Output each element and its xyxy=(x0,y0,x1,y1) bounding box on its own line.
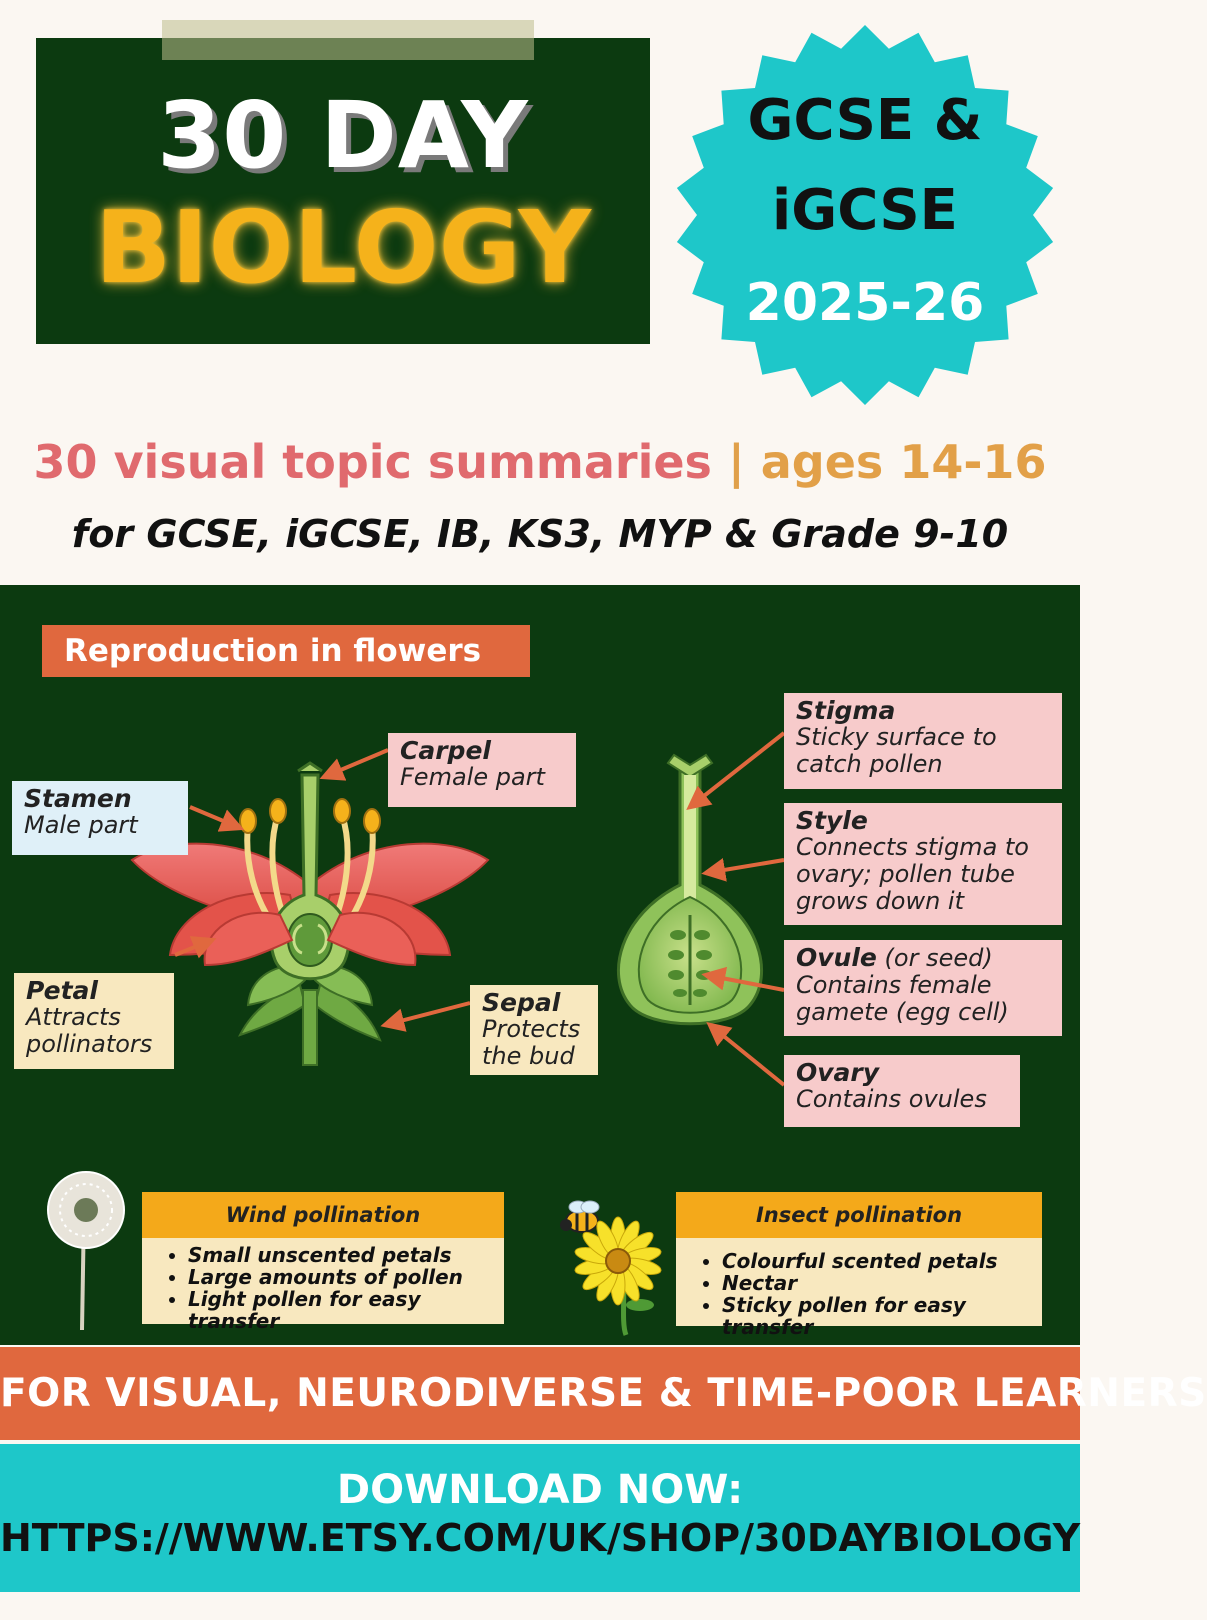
label-stigma-desc-2: catch pollen xyxy=(796,750,943,778)
wind-pollination-title: Wind pollination xyxy=(142,1192,504,1238)
label-petal-desc-1: Attracts xyxy=(26,1003,121,1031)
list-item: • Colourful scented petals xyxy=(722,1250,1034,1272)
label-stamen-desc: Male part xyxy=(24,811,138,839)
audience-banner-text: FOR VISUAL, NEURODIVERSE & TIME-POOR LEARNERS xyxy=(0,1371,1207,1416)
bee-icon xyxy=(560,1201,599,1232)
label-ovary-desc: Contains ovules xyxy=(796,1085,987,1113)
download-link[interactable]: HTTPS://WWW.ETSY.COM/UK/SHOP/30DAYBIOLOGY xyxy=(0,1516,1081,1560)
badge-line-3: 2025-26 xyxy=(745,273,985,333)
label-petal xyxy=(14,973,174,1069)
label-style-desc-1: Connects stigma to xyxy=(796,833,1029,861)
subtitle-curricula: for GCSE, iGCSE, IB, KS3, MYP & Grade 9-10 xyxy=(71,512,1009,556)
label-petal-desc-2: pollinators xyxy=(26,1030,153,1058)
dandelion-icon xyxy=(48,1172,124,1330)
label-ovule-note: (or seed) xyxy=(884,944,993,972)
label-ovule-title: Ovule xyxy=(796,943,877,972)
list-item: • Light pollen for easy transfer xyxy=(188,1288,496,1332)
list-item: • Small unscented petals xyxy=(188,1244,496,1266)
download-label: DOWNLOAD NOW: xyxy=(336,1467,744,1513)
label-ovary xyxy=(784,1055,1020,1127)
insect-pollination-list xyxy=(676,1238,1042,1339)
subtitle-separator: | xyxy=(727,435,745,489)
label-stamen-title: Stamen xyxy=(24,784,132,813)
tape-strip xyxy=(162,20,534,60)
title-line-1: 30 DAY xyxy=(157,82,529,189)
section-title: Reproduction in flowers xyxy=(42,625,530,677)
label-stigma xyxy=(784,693,1062,789)
label-stigma-desc-1: Sticky surface to xyxy=(796,723,997,751)
wind-pollination-list xyxy=(142,1238,504,1333)
label-ovary-title: Ovary xyxy=(796,1058,880,1087)
subtitle-ages: ages 14-16 xyxy=(760,435,1047,489)
label-style-desc-2: ovary; pollen tube xyxy=(796,860,1015,888)
label-sepal-title: Sepal xyxy=(482,988,561,1017)
label-carpel-title: Carpel xyxy=(400,736,491,765)
label-style xyxy=(784,803,1062,925)
label-sepal xyxy=(470,985,598,1075)
label-carpel xyxy=(388,733,576,807)
list-item: • Nectar xyxy=(722,1272,1034,1294)
subtitle-summaries: 30 visual topic summaries xyxy=(33,435,712,489)
insect-pollination-title: Insect pollination xyxy=(676,1192,1042,1238)
label-stigma-title: Stigma xyxy=(796,696,896,725)
subtitle xyxy=(0,432,1080,492)
label-ovule xyxy=(784,940,1062,1036)
label-style-desc-3: grows down it xyxy=(796,887,965,915)
label-sepal-desc-1: Protects xyxy=(482,1015,581,1043)
label-ovule-desc-1: Contains female xyxy=(796,971,992,999)
label-petal-title: Petal xyxy=(26,976,98,1005)
label-style-title: Style xyxy=(796,806,868,835)
badge-line-2: iGCSE xyxy=(772,178,958,243)
sunflower-center xyxy=(606,1249,630,1273)
title-line-2: BIOLOGY xyxy=(95,189,591,306)
badge-line-1: GCSE & xyxy=(747,88,983,153)
label-ovule-desc-2: gamete (egg cell) xyxy=(796,998,1009,1026)
label-carpel-desc: Female part xyxy=(400,763,545,791)
list-item: • Large amounts of pollen xyxy=(188,1266,496,1288)
label-sepal-desc-2: the bud xyxy=(482,1042,575,1070)
label-stamen xyxy=(12,781,188,855)
list-item: • Sticky pollen for easy transfer xyxy=(722,1294,1034,1338)
